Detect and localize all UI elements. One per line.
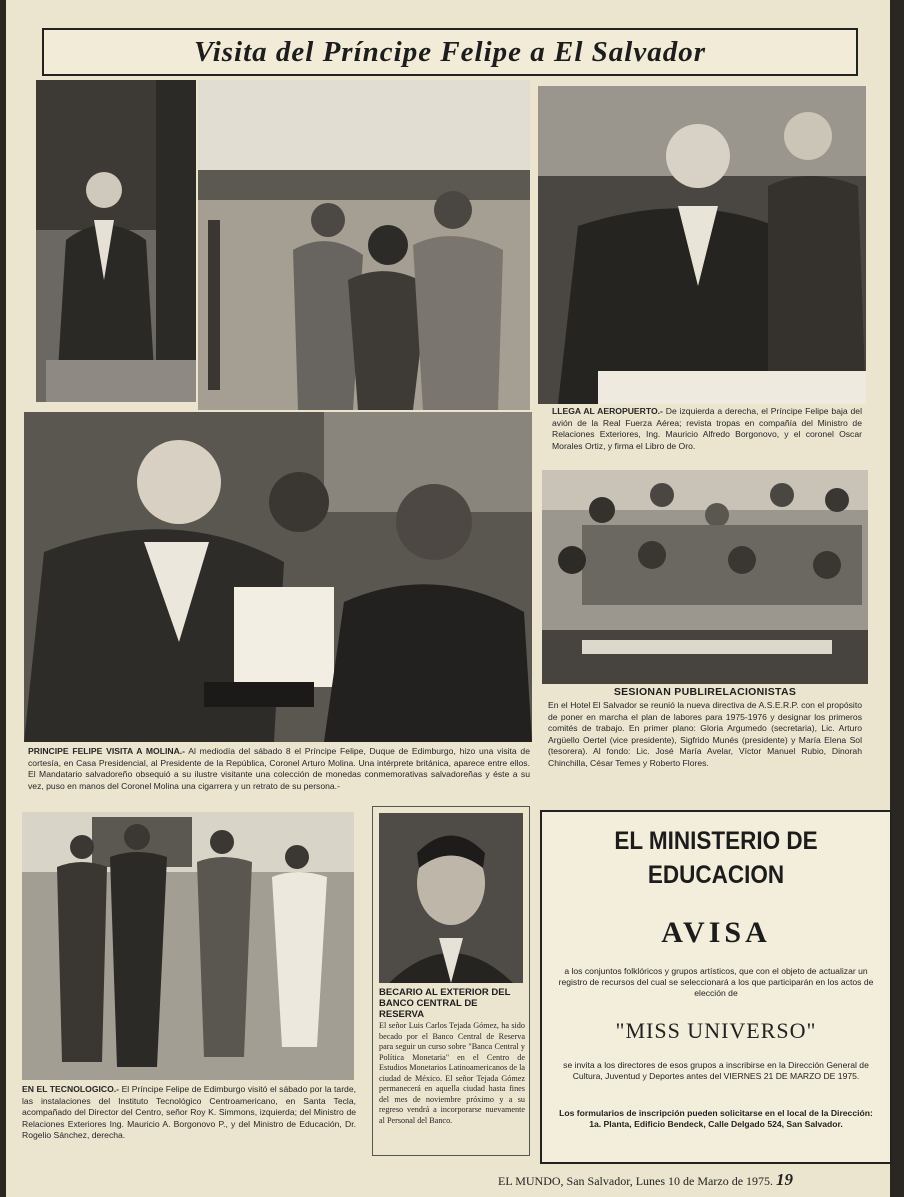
headline: Visita del Príncipe Felipe a El Salvador [193,35,707,68]
caption-tecnologico-lead: EN EL TECNOLOGICO.- [22,1084,120,1094]
ad-body2: se invita a los directores de esos grupos a inscribirse en la Dirección General de Cultura, Juventud y Deportes antes del VIERNES 21 DE MARZO DE 1975. [563,1060,869,1081]
ad-avisa: AVISA [661,916,771,949]
ad-event: "MISS UNIVERSO" [615,1018,817,1043]
photo-becario-portrait [379,813,523,983]
caption-tecnologico [22,1084,356,1142]
caption-publirelacionistas: En el Hotel El Salvador se reunió la nueva directiva de A.S.E.R.P. con el propósito de poner en marcha el plan de labores para 1975-1976 y designar los primeros comités de trabajo. En primer plano: Gloria Argumedo (secretaria), Lic. Arturo Argüello Oertel (vice presidente), Sigfrido Munés (presidente) y María Elena Sol (tesorera). Al fondo: Lic. José María Avelar, Víctor Manuel Rubio, Dinorah Chinchilla, César Temes y Roberto Flores. [548,700,862,768]
photo-troop-review [198,80,530,410]
caption-molina-lead: PRINCIPE FELIPE VISITA A MOLINA.- [28,746,186,756]
ad-body3: Los formularios de inscripción pueden solicitarse en el local de la Dirección: 1a. Planta, Edificio Bendeck, Calle Delgado 524, San Salvador. [559,1108,873,1129]
becario-box [372,806,530,1156]
caption-molina [28,746,530,792]
headline-box [42,28,858,76]
page-number: 19 [776,1170,794,1189]
photo-signing-book [538,86,866,404]
ad-body1: a los conjuntos folklóricos y grupos artísticos, que con el objeto de actualizar un registro de recursos del cual se seleccionará a los que participarán en los actos de elección de [558,966,874,998]
caption-becario: El señor Luis Carlos Tejada Gómez, ha sido becado por el Banco Central de Reserva para seguir un curso sobre "Banca Central y Política Monetaria" en el Centro de Estudios Monetarios Latinoamericanos de la ciudad de México. El señor Tejada Gómez permanecerá en aquella ciudad hasta fines del mes de noviembre próximo y a su regreso vendrá a incorporarse nuevamente al Personal del Banco. [379,1021,525,1125]
photo-visit-molina [24,412,532,742]
page-footer [498,1170,888,1190]
ad-ministerio-educacion [540,810,892,1164]
ad-title-line2: EDUCACION [647,861,785,889]
photo-publirelacionistas [542,470,868,684]
newspaper-page [6,0,890,1197]
caption-molina-text: Al mediodía del sábado 8 el Príncipe Felipe, Duque de Edimburgo, hizo una visita de cortesía, en Casa Presidencial, al Presidente de la República, Coronel Arturo Molina. Una intérprete británica, aparece entre ellos. El Mandatario salvadoreño obsequió a su ilustre visitante una colección de monedas conmemorativas salvadoreñas y éste a su vez, puso en manos del Coronel Molina una cigarrera y un retrato de su persona.- [28,746,530,791]
photo-tecnologico [22,812,354,1080]
caption-aeropuerto [552,406,862,452]
caption-aeropuerto-text: De izquierda a derecha, el Príncipe Felipe baja del avión de la Real Fuerza Aérea; revista tropas en compañía del Ministro de Relaciones Exteriores, Ing. Mauricio Alfredo Borgonovo, y el coronel Oscar Morales Ortiz, y firma el Libro de Oro. [552,406,862,451]
ad-title-line1: EL MINISTERIO DE [614,827,818,855]
caption-tecnologico-text: El Príncipe Felipe de Edimburgo visitó el sábado por la tarde, las instalaciones del Instituto Tecnológico Centroamericano, en Santa Tecla, acompañado del Director del Centro, señor Roy K. Simmons, izquierda; del Ministro de Relaciones Exteriores Ing. Mauricio A. Borgonovo P., y del Ministro de Educación, Dr. Rogelio Sánchez, derecha. [22,1084,356,1140]
becario-heading: BECARIO AL EXTERIOR DEL BANCO CENTRAL DE RESERVA [379,987,511,1020]
caption-aeropuerto-lead: LLEGA AL AEROPUERTO.- [552,406,663,416]
footer-text: EL MUNDO, San Salvador, Lunes 10 de Marzo de 1975. [498,1174,774,1188]
publirelacionistas-heading: SESIONAN PUBLIRELACIONISTAS [613,686,797,698]
photo-prince-arrival [36,80,196,402]
